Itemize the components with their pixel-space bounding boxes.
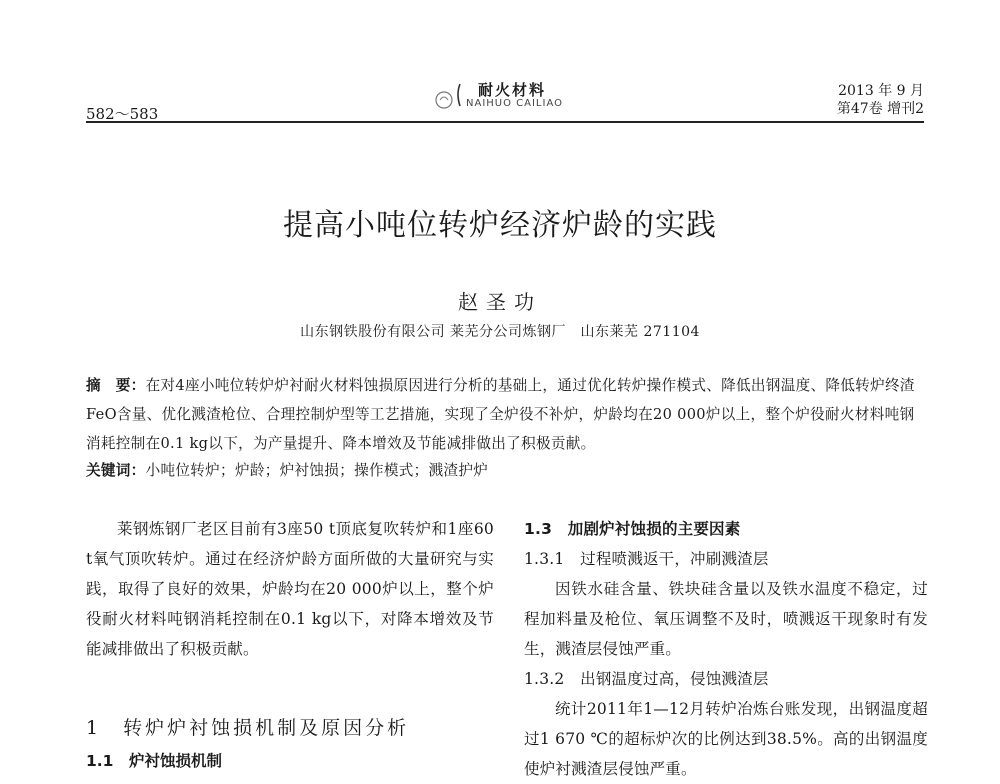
abstract-label: 摘 要：	[86, 377, 146, 394]
section-1-3-1-paragraph: 因铁水硅含量、铁块硅含量以及铁水温度不稳定，过程加料量及枪位、氧压调整不及时，喷溅返干现象时有发生，溅渣层侵蚀严重。	[524, 580, 928, 658]
right-column	[524, 514, 928, 784]
section-1-3-1-heading: 1.3.1 过程喷溅返干，冲刷溅渣层	[524, 550, 769, 568]
header-rule	[86, 121, 924, 123]
section-1-heading: 1 转炉炉衬蚀损机制及原因分析	[86, 717, 410, 739]
section-1-3-2-paragraph: 统计2011年1—12月转炉冶炼台账发现，出钢温度超过1 670 ℃的超标炉次的比例达到38.5%。高的出钢温度使炉衬溅渣层侵蚀严重。	[524, 700, 928, 778]
section-1-1-heading: 1.1 炉衬蚀损机制	[86, 752, 222, 770]
keywords-label: 关键词：	[86, 462, 146, 479]
keywords	[86, 459, 926, 480]
affiliation: 山东钢铁股份有限公司 莱芜分公司炼钢厂 山东莱芜 271104	[300, 324, 700, 340]
abstract-text: 在对4座小吨位转炉炉衬耐火材料蚀损原因进行分析的基础上，通过优化转炉操作模式、降低出钢温度、降低转炉终渣FeO含量、优化溅渣枪位、合理控制炉型等工艺措施，实现了全炉役不补炉，炉龄均在20 000炉以上，整个炉役耐火材料吨钢消耗控制在0.1 kg以下，为产量提升、降本增效及节能减排做出了积极贡献。	[86, 377, 915, 452]
page-range: 582～583	[86, 105, 159, 123]
section-1-3-2-heading: 1.3.2 出钢温度过高，侵蚀溅渣层	[524, 670, 769, 688]
intro-paragraph: 莱钢炼钢厂老区目前有3座50 t顶底复吹转炉和1座60 t氧气顶吹转炉。通过在经济炉龄方面所做的大量研究与实践，取得了良好的效果，炉龄均在20 000炉以上，整个炉役耐火材料吨钢消耗控制在0.1 kg以下，对降本增效及节能减排做出了积极贡献。	[86, 520, 494, 658]
section-1-3-heading: 1.3 加剧炉衬蚀损的主要因素	[524, 520, 741, 538]
issue-info	[806, 82, 924, 118]
left-column	[86, 514, 494, 664]
issue-volume: 第47卷 增刊2	[836, 101, 924, 117]
abstract	[86, 371, 926, 458]
author: 赵圣功	[458, 290, 542, 314]
keywords-text: 小吨位转炉；炉龄；炉衬蚀损；操作模式；溅渣护炉	[145, 462, 489, 479]
paper-title: 提高小吨位转炉经济炉龄的实践	[283, 208, 717, 243]
journal-name-pinyin: NAIHUO CAILIAO	[466, 98, 563, 109]
journal-name: 耐火材料	[478, 81, 547, 99]
issue-date: 2013 年 9 月	[838, 83, 924, 99]
